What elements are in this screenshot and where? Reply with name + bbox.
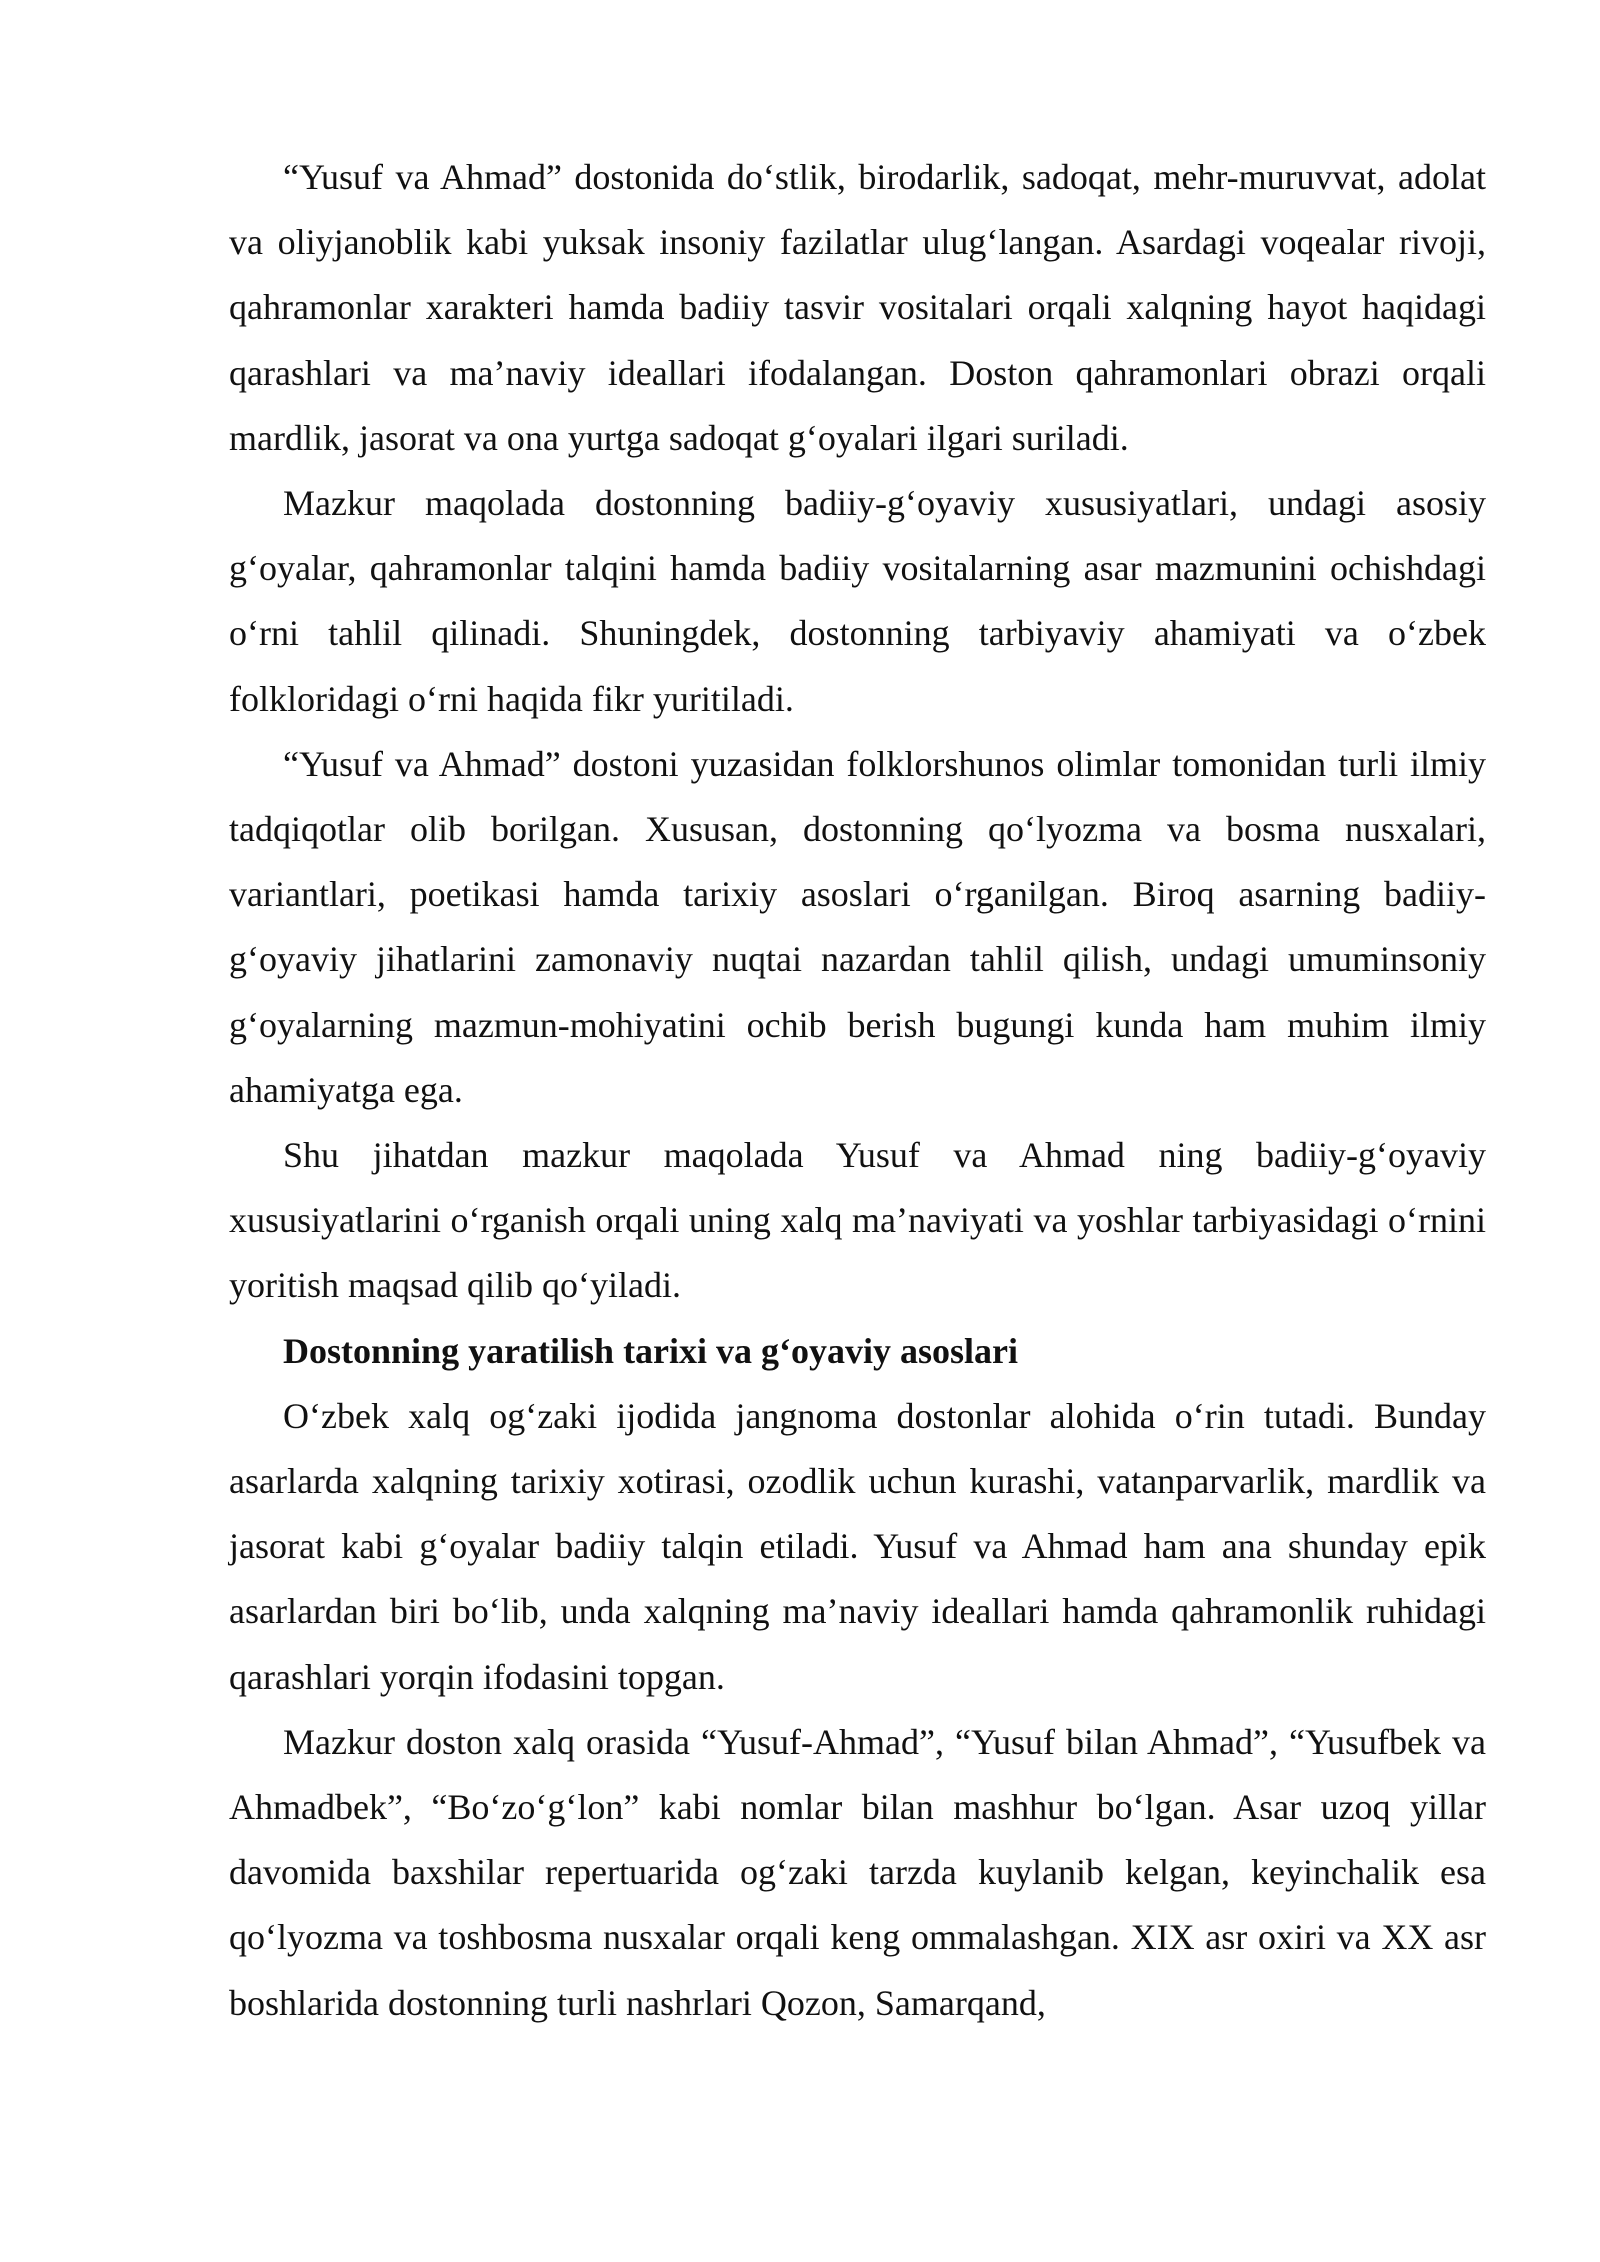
- document-body: [229, 145, 1486, 2036]
- paragraph-aim: Mazkur maqolada dostonning badiiy-g‘oyaviy xususiyatlari, undagi asosiy g‘oyalar, qahramonlar talqini hamda badiiy vositalarning asar mazmunini ochishdagi o‘rni tahlil qilinadi. Shuningdek, dostonning tarbiyaviy ahamiyati va o‘zbek folkloridagi o‘rni haqida fikr yuritiladi.: [229, 483, 1486, 719]
- paragraph-names: Mazkur doston xalq orasida “Yusuf-Ahmad”, “Yusuf bilan Ahmad”, “Yusufbek va Ahmadbek”, “Bo‘zo‘g‘lon” kabi nomlar bilan mashhur bo‘lgan. Asar uzoq yillar davomida baxshilar repertuarida og‘zaki tarzda kuylanib kelgan, keyinchalik esa qo‘lyozma va toshbosma nusxalar orqali keng ommalashgan. XIX asr oxiri va XX asr boshlarida dostonning turli nashrlari Qozon, Samarqand,: [229, 1721, 1486, 2023]
- section-heading: Dostonning yaratilish tarixi va g‘oyaviy asoslari: [283, 1330, 1019, 1371]
- paragraph-purpose: Shu jihatdan mazkur maqolada Yusuf va Ahmad ning badiiy-g‘oyaviy xususiyatlarini o‘rganish orqali uning xalq ma’naviyati va yoshlar tarbiyasidagi o‘rnini yoritish maqsad qilib qo‘yiladi.: [229, 1135, 1486, 1306]
- paragraph-intro: “Yusuf va Ahmad” dostonida do‘stlik, birodarlik, sadoqat, mehr-muruvvat, adolat va oliyjanoblik kabi yuksak insoniy fazilatlar ulug‘langan. Asardagi voqealar rivoji, qahramonlar xarakteri hamda badiiy tasvir vositalari orqali xalqning hayot haqidagi qarashlari va ma’naviy ideallari ifodalangan. Doston qahramonlari obrazi orqali mardlik, jasorat va ona yurtga sadoqat g‘oyalari ilgari suriladi.: [229, 157, 1486, 458]
- paragraph-history: O‘zbek xalq og‘zaki ijodida jangnoma dostonlar alohida o‘rin tutadi. Bunday asarlarda xalqning tarixiy xotirasi, ozodlik uchun kurashi, vatanparvarlik, mardlik va jasorat kabi g‘oyalar badiiy talqin etiladi. Yusuf va Ahmad ham ana shunday epik asarlardan biri bo‘lib, unda xalqning ma’naviy ideallari hamda qahramonlik ruhidagi qarashlari yorqin ifodasini topgan.: [229, 1395, 1486, 1697]
- paragraph-research: “Yusuf va Ahmad” dostoni yuzasidan folklorshunos olimlar tomonidan turli ilmiy tadqiqotlar olib borilgan. Xususan, dostonning qo‘lyozma va bosma nusxalari, variantlari, poetikasi hamda tarixiy asoslari o‘rganilgan. Biroq asarning badiiy-g‘oyaviy jihatlarini zamonaviy nuqtai nazardan tahlil qilish, undagi umuminsoniy g‘oyalarning mazmun-mohiyatini ochib berish bugungi kunda ham muhim ilmiy ahamiyatga ega.: [229, 743, 1486, 1110]
